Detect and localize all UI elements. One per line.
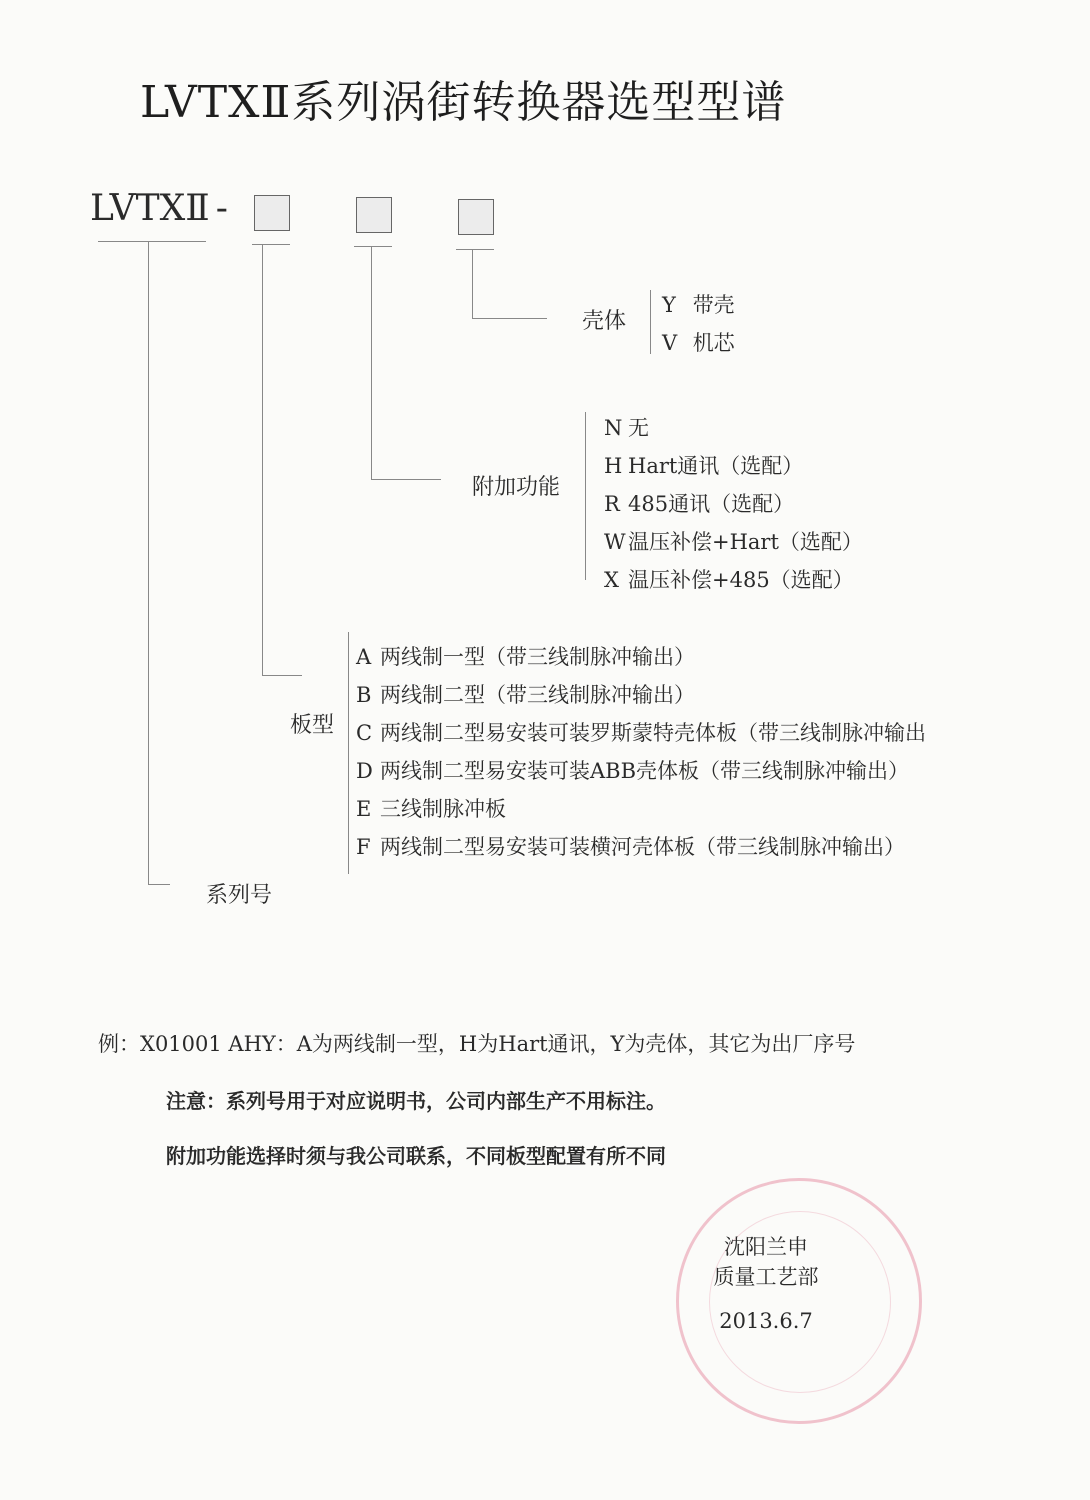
- option-code: V: [662, 331, 678, 355]
- option-text: Hart通讯（选配）: [628, 454, 804, 478]
- option-code: D: [356, 759, 373, 783]
- page-title: LVTXⅡ系列涡街转换器选型型谱: [140, 77, 787, 128]
- extra-option-r: [604, 485, 863, 523]
- signature-block: [696, 1232, 836, 1336]
- note-line-2: 附加功能选择时须与我公司联系，不同板型配置有所不同: [166, 1144, 666, 1168]
- underline-housing: [456, 249, 494, 250]
- option-text: 两线制二型易安装可装ABB壳体板（带三线制脉冲输出）: [380, 759, 910, 783]
- option-text: 两线制一型（带三线制脉冲输出）: [380, 645, 695, 669]
- board-option-e: [356, 790, 926, 828]
- option-text: 两线制二型易安装可装罗斯蒙特壳体板（带三线制脉冲输出: [380, 721, 926, 745]
- note-line-1: 注意：系列号用于对应说明书，公司内部生产不用标注。: [166, 1089, 666, 1113]
- slot-extra-function: [356, 197, 392, 233]
- option-code: X: [604, 568, 619, 592]
- housing-bracket: [650, 290, 651, 354]
- connector-board-h: [262, 675, 302, 676]
- signature-date: 2013.6.7: [719, 1309, 813, 1333]
- option-code: H: [604, 454, 623, 478]
- board-option-d: [356, 752, 926, 790]
- connector-extra-v: [371, 246, 372, 480]
- option-code: E: [356, 797, 372, 821]
- housing-option-v: [662, 324, 735, 362]
- option-text: 温压补偿+Hart（选配）: [628, 530, 863, 554]
- extra-function-label: 附加功能: [472, 475, 561, 500]
- option-text: 机芯: [692, 331, 735, 355]
- extra-option-n: [604, 409, 863, 447]
- signature-department: 质量工艺部: [713, 1265, 819, 1289]
- signature-company: 沈阳兰申: [724, 1235, 808, 1259]
- option-code: A: [356, 645, 372, 669]
- extra-option-x: [604, 561, 863, 599]
- option-text: 带壳: [692, 293, 735, 317]
- housing-option-y: [662, 286, 735, 324]
- option-code: R: [604, 492, 620, 516]
- option-code: W: [604, 530, 626, 554]
- housing-label: 壳体: [582, 309, 627, 334]
- model-code-prefix: [90, 188, 228, 229]
- option-text: 两线制二型易安装可装横河壳体板（带三线制脉冲输出）: [380, 835, 905, 859]
- board-type-options: [356, 638, 926, 866]
- board-option-b: [356, 676, 926, 714]
- option-code: F: [356, 835, 371, 859]
- underline-extra: [354, 246, 392, 247]
- connector-housing-h: [472, 318, 547, 319]
- connector-board-v: [262, 244, 263, 676]
- option-text: 485通讯（选配）: [628, 492, 795, 516]
- option-text: 无: [628, 416, 649, 440]
- example-text: 例：X01001 AHY：A为两线制一型，H为Hart通讯，Y为壳体，其它为出厂序号: [98, 1032, 856, 1056]
- connector-series-v: [148, 241, 149, 884]
- slot-housing: [458, 199, 494, 235]
- connector-series-h: [148, 884, 170, 885]
- connector-housing-v: [472, 249, 473, 319]
- model-prefix: LVTXⅡ: [90, 188, 210, 229]
- option-text: 三线制脉冲板: [380, 797, 506, 821]
- slot-board-type: [254, 195, 290, 231]
- option-text: 温压补偿+485（选配）: [628, 568, 854, 592]
- model-dash: -: [215, 188, 228, 229]
- underline-series: [98, 241, 206, 242]
- board-type-label: 板型: [290, 713, 335, 738]
- extra-function-options: [604, 409, 863, 599]
- board-option-a: [356, 638, 926, 676]
- board-option-c: [356, 714, 926, 752]
- option-code: N: [604, 416, 623, 440]
- board-option-f: [356, 828, 926, 866]
- extra-function-bracket: [585, 412, 586, 580]
- extra-option-h: [604, 447, 863, 485]
- option-code: C: [356, 721, 373, 745]
- underline-board: [252, 244, 290, 245]
- option-code: Y: [662, 293, 676, 317]
- connector-extra-h: [371, 479, 441, 480]
- option-code: B: [356, 683, 372, 707]
- extra-option-w: [604, 523, 863, 561]
- series-label: 系列号: [206, 883, 273, 908]
- board-type-bracket: [348, 632, 349, 874]
- option-text: 两线制二型（带三线制脉冲输出）: [380, 683, 695, 707]
- housing-options: [662, 286, 735, 362]
